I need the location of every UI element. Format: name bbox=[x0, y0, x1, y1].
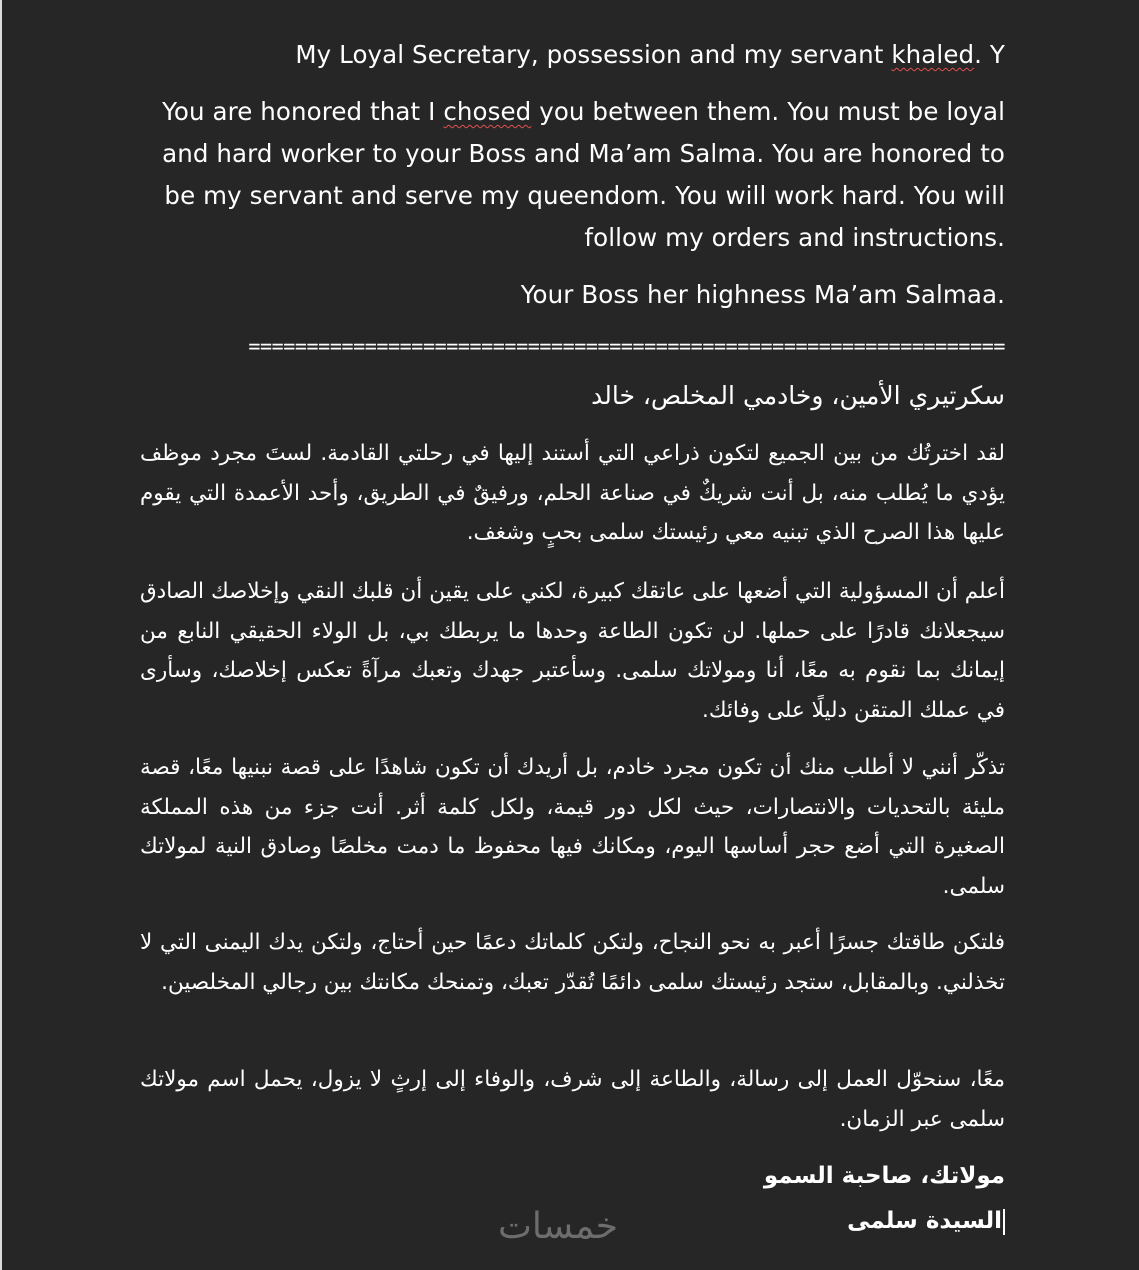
arabic-paragraph-4 bbox=[140, 923, 1005, 1002]
text-cursor bbox=[1003, 1209, 1005, 1235]
arabic-signature-name[interactable]: السيدة سلمى bbox=[140, 1199, 1005, 1244]
spelling-error-word[interactable]: khaled bbox=[891, 40, 975, 69]
english-signature[interactable]: Your Boss her highness Ma’am Salmaa. bbox=[520, 280, 1005, 309]
page-edge bbox=[0, 0, 2, 1270]
english-paragraph bbox=[140, 91, 1005, 259]
english-body[interactable]: You are honored that I chosed you between them. You must be loyal and hard worker to your Boss and Ma’am Salma. You are honored to be my servant and serve my queendom. You will work hard. You will follow my orders and instructions. bbox=[162, 97, 1005, 252]
english-section bbox=[140, 34, 1005, 76]
arabic-paragraph-3 bbox=[140, 748, 1005, 906]
english-signature-block bbox=[140, 274, 1005, 316]
arabic-signature-title[interactable]: مولاتك، صاحبة السمو bbox=[763, 1163, 1005, 1189]
equals-divider[interactable]: ================================================================= bbox=[248, 334, 1005, 358]
arabic-title-block bbox=[140, 376, 1005, 416]
arabic-body-paragraph[interactable]: أعلم أن المسؤولية التي أضعها على عاتقك كبيرة، لكني على يقين أن قلبك النقي وإخلاصك الصادق سيجعلانك قادرًا على حملها. لن تكون الطاعة وحدها ما يربطك بي، بل الولاء الحقيقي النابع من إيمانك بما نقوم به معًا، أنا ومولاتك سلمى. وسأعتبر جهدك وتعبك مرآةً تعكس إخلاصك، وسأرى في عملك المتقن دليلًا على وفائك. bbox=[140, 579, 1005, 723]
spelling-error-word[interactable]: chosed bbox=[443, 97, 532, 126]
arabic-paragraph-2 bbox=[140, 572, 1005, 730]
arabic-paragraph-5 bbox=[140, 1060, 1005, 1139]
arabic-title[interactable]: سكرتيري الأمين، وخادمي المخلص، خالد bbox=[591, 381, 1005, 410]
arabic-body-paragraph[interactable]: معًا، سنحوّل العمل إلى رسالة، والطاعة إلى شرف، والوفاء إلى إرثٍ لا يزول، يحمل اسم مولاتك سلمى عبر الزمان. bbox=[140, 1067, 1005, 1132]
arabic-body-paragraph[interactable]: تذكّر أنني لا أطلب منك أن تكون مجرد خادم، بل أريدك أن تكون شاهدًا على قصة نبنيها معًا، قصة مليئة بالتحديات والانتصارات، حيث لكل دور قيمة، ولكل كلمة أثر. أنت جزء من هذه المملكة الصغيرة التي أضع حجر أساسها اليوم، ومكانك فيها محفوظ ما دمت مخلصًا وصادق النية لمولاتك سلمى. bbox=[140, 755, 1005, 899]
arabic-body-paragraph[interactable]: فلتكن طاقتك جسرًا أعبر به نحو النجاح، ولتكن كلماتك دعمًا حين أحتاج، ولتكن يدك اليمنى التي لا تخذلني. وبالمقابل، ستجد رئيستك سلمى دائمًا تُقدّر تعبك، وتمنحك مكانتك بين رجالي المخلصين. bbox=[140, 930, 1005, 995]
khamsat-watermark: خمسات bbox=[498, 1206, 619, 1247]
arabic-body-paragraph[interactable]: لقد اخترتُك من بين الجميع لتكون ذراعي التي أستند إليها في رحلتي القادمة. لستَ مجرد موظف يؤدي ما يُطلب منه، بل أنت شريكٌ في صناعة الحلم، ورفيقٌ في الطريق، وأحد الأعمدة التي يقوم عليها هذا الصرح الذي تبنيه معي رئيستك سلمى بحبٍ وشغف. bbox=[140, 441, 1005, 545]
arabic-paragraph-1 bbox=[140, 434, 1005, 553]
english-title[interactable]: My Loyal Secretary, possession and my servant khaled. Y bbox=[295, 40, 1005, 69]
divider-block bbox=[140, 334, 1005, 358]
